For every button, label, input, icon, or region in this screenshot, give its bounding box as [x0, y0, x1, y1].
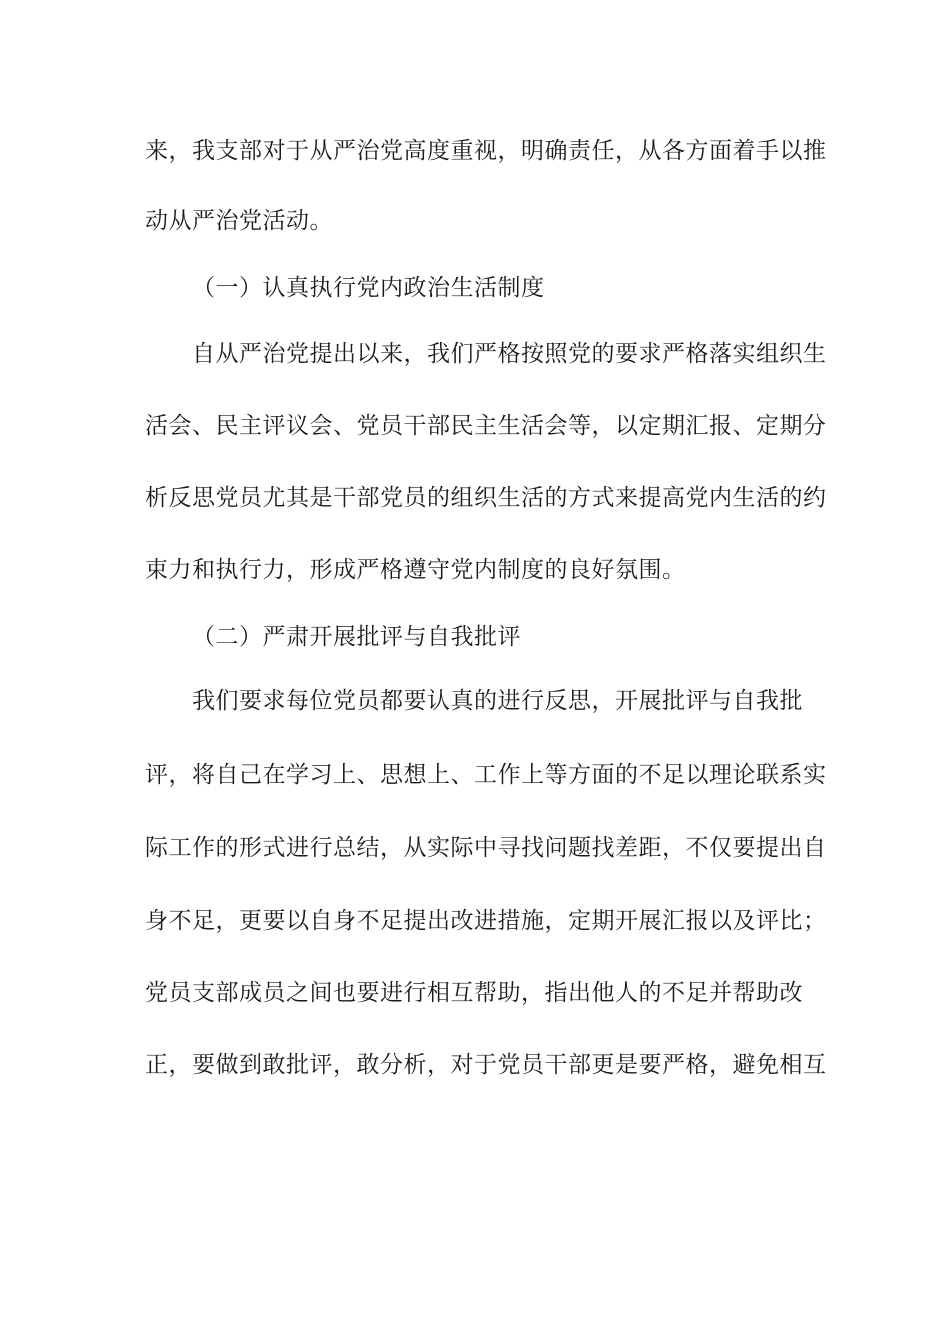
- section-heading: （一）认真执行党内政治生活制度: [192, 275, 545, 301]
- paragraph-line: 自从严治党提出以来，我们严格按照党的要求严格落实组织生: [192, 341, 827, 367]
- paragraph-line: 析反思党员尤其是干部党员的组织生活的方式来提高党内生活的约: [145, 485, 827, 511]
- paragraph-line: 身不足，更要以自身不足提出改进措施，定期开展汇报以及评比；: [145, 908, 827, 934]
- paragraph-line: 来，我支部对于从严治党高度重视，明确责任，从各方面着手以推: [145, 138, 827, 164]
- paragraph-line: 正，要做到敢批评，敢分析，对于党员干部更是要严格，避免相互: [145, 1052, 827, 1078]
- paragraph-line: 际工作的形式进行总结，从实际中寻找问题找差距，不仅要提出自: [145, 835, 827, 861]
- paragraph-line: 我们要求每位党员都要认真的进行反思，开展批评与自我批: [192, 688, 803, 714]
- paragraph-line: 活会、民主评议会、党员干部民主生活会等，以定期汇报、定期分: [145, 413, 827, 439]
- paragraph-line: 束力和执行力，形成严格遵守党内制度的良好氛围。: [145, 557, 686, 583]
- paragraph-line: 评，将自己在学习上、思想上、工作上等方面的不足以理论联系实: [145, 762, 827, 788]
- paragraph-line: 党员支部成员之间也要进行相互帮助，指出他人的不足并帮助改: [145, 980, 803, 1006]
- paragraph-line: 动从严治党活动。: [145, 208, 333, 234]
- section-heading: （二）严肃开展批评与自我批评: [192, 624, 521, 650]
